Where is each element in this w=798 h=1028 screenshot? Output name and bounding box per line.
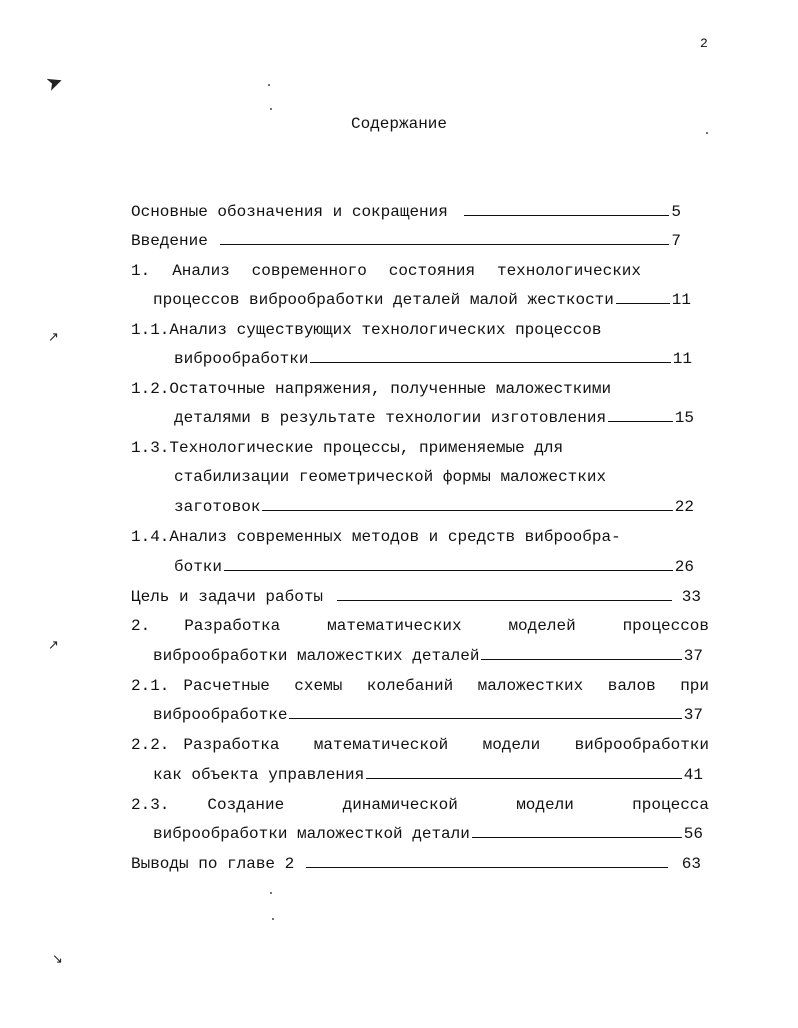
toc-entry-section-1-1-cont: [174, 348, 692, 370]
toc-entry-section-2-2-cont: [153, 764, 703, 786]
margin-mark-icon: ↗: [48, 638, 59, 653]
toc-entry-title-continued: ботки: [174, 558, 223, 576]
toc-leader: [366, 764, 682, 779]
toc-page-number: 11: [672, 350, 692, 368]
toc-page-number: 56: [683, 825, 703, 843]
toc-entry-title: Анализ современных методов и средств виброобра-: [169, 528, 621, 546]
toc-page-number: 15: [674, 409, 694, 427]
toc-entry-notation: [131, 201, 681, 223]
toc-entry-title-continued: процессов виброобработки деталей малой жесткости: [153, 291, 614, 309]
toc-leader: [472, 823, 682, 838]
toc-entry-title: Создание динамической модели процесса: [207, 796, 709, 814]
toc-entry-number: 1.2.: [131, 380, 170, 398]
toc-leader: [306, 853, 668, 868]
toc-entry-title-continued: виброобработки: [174, 350, 309, 368]
speck: [706, 132, 708, 134]
toc-page-number: 41: [683, 766, 703, 784]
toc-entry-section-1-2: [131, 378, 661, 400]
toc-page-number: 37: [683, 647, 703, 665]
toc-entry-section-1-3-cont: [174, 466, 654, 488]
toc-entry-title-continued: как объекта управления: [153, 766, 365, 784]
toc-entry-number: 2.2.: [131, 736, 170, 754]
page-title: Содержание: [350, 115, 447, 133]
toc-entry-title: Разработка математической модели виброобработки: [183, 736, 709, 754]
toc-entry-chapter-2: [131, 615, 709, 637]
toc-page-number: 63: [681, 855, 701, 873]
toc-entry-title-continued: заготовок: [174, 498, 261, 516]
toc-entry-title: Технологические процессы, применяемые для: [169, 439, 564, 457]
toc-entry-number: 1.1.: [131, 321, 170, 339]
toc-entry-title-continued: деталями в результате технологии изготовления: [174, 409, 607, 427]
toc-entry-section-2-1: [131, 675, 709, 697]
toc-page-number: 11: [671, 291, 691, 309]
toc-entry-section-2-3: [131, 794, 709, 816]
toc-entry-title: Расчетные схемы колебаний маложестких валов при: [183, 677, 709, 695]
toc-leader: [337, 586, 672, 601]
toc-page-number: 33: [681, 588, 701, 606]
toc-entry-section-1-2-cont: [174, 407, 694, 429]
margin-mark-icon: ↘: [52, 952, 63, 967]
toc-entry-conclusions: [131, 853, 701, 875]
toc-page-number: 7: [671, 232, 681, 250]
toc-entry-title: Основные обозначения и сокращения: [131, 203, 448, 221]
toc-entry-number: 1.4.: [131, 528, 170, 546]
toc-entry-number: 1.3.: [131, 439, 170, 457]
toc-entry-title: Выводы по главе 2: [131, 855, 295, 873]
toc-entry-title: Анализ существующих технологических процессов: [169, 321, 602, 339]
toc-entry-goals: [131, 586, 701, 608]
toc-entry-title-continued: виброобработки маложестких деталей: [153, 647, 480, 665]
toc-entry-title-continued: виброобработки маложесткой детали: [153, 825, 470, 843]
toc-entry-number: 2.1.: [131, 677, 170, 695]
toc-entry-chapter-1: [131, 260, 641, 282]
toc-leader: [289, 704, 681, 719]
toc-entry-title: Анализ современного состояния технологических: [172, 262, 641, 280]
toc-entry-title-continued: виброобработке: [153, 706, 288, 724]
toc-leader: [616, 289, 670, 304]
toc-entry-introduction: [131, 230, 681, 252]
toc-page-number: 5: [671, 203, 681, 221]
toc-page-number: 26: [674, 558, 694, 576]
toc-leader: [220, 230, 670, 245]
toc-page-number: 22: [674, 498, 694, 516]
toc-entry-section-1-1: [131, 319, 651, 341]
toc-entry-section-2-1-cont: [153, 704, 703, 726]
toc-leader: [310, 348, 670, 363]
toc-entry-title: Цель и задачи работы: [131, 588, 324, 606]
toc-leader: [464, 201, 670, 216]
toc-entry-title: Разработка математических моделей процессов: [184, 617, 709, 635]
toc-entry-title-continued: стабилизации геометрической формы маложестких: [174, 468, 607, 486]
toc-entry-section-1-4-cont: [174, 556, 694, 578]
toc-entry-title: Введение: [131, 232, 208, 250]
toc-entry-section-1-4: [131, 526, 671, 548]
toc-entry-section-2-2: [131, 734, 709, 756]
toc-leader: [262, 496, 672, 511]
toc-entry-number: 2.3.: [131, 796, 170, 814]
speck: [270, 892, 272, 894]
toc-page-number: 37: [683, 706, 703, 724]
toc-entry-title: Остаточные напряжения, полученные маложесткими: [169, 380, 612, 398]
toc-entry-section-1-3: [131, 437, 631, 459]
speck: [268, 84, 270, 86]
toc-entry-section-1-3-cont2: [174, 496, 694, 518]
margin-mark-icon: ↗: [48, 330, 59, 345]
page-number: 2: [700, 36, 708, 51]
toc-leader: [481, 645, 681, 660]
toc-entry-number: 2.: [131, 617, 151, 635]
toc-entry-number: 1.: [131, 262, 151, 280]
margin-mark-icon: ➤: [42, 67, 67, 97]
speck: [270, 108, 272, 110]
toc-leader: [608, 407, 673, 422]
toc-entry-section-2-3-cont: [153, 823, 703, 845]
toc-entry-chapter-2-cont: [153, 645, 703, 667]
toc-entry-chapter-1-cont: [153, 289, 691, 311]
speck: [272, 918, 274, 920]
toc-leader: [224, 556, 673, 571]
